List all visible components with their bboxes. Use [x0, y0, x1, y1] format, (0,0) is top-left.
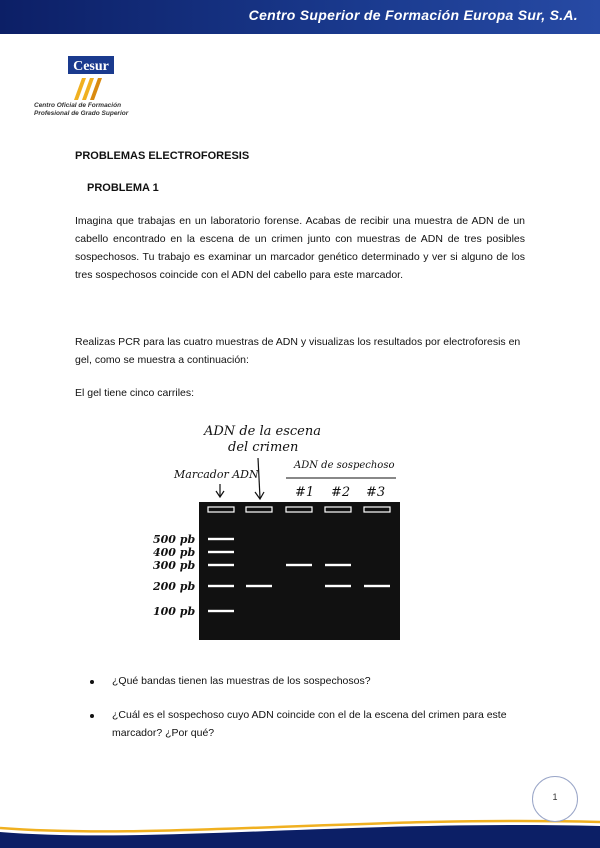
gel-band-marcador-200	[208, 585, 234, 587]
gel-band-sospechoso-1-300	[286, 564, 312, 566]
size-label-300: 300 pb	[153, 559, 196, 572]
bullet-icon	[90, 680, 94, 684]
size-label-400: 400 pb	[153, 546, 196, 559]
gel-band-marcador-400	[208, 551, 234, 553]
paragraph-lanes: El gel tiene cinco carriles:	[75, 387, 195, 399]
size-label-500: 500 pb	[153, 533, 196, 546]
document-title: PROBLEMAS ELECTROFORESIS	[75, 150, 250, 162]
gel-drawing	[140, 418, 420, 648]
paragraph-intro: Imagina que trabajas en un laboratorio forense. Acabas de recibir una muestra de ADN de un cabello encontrado en la escena de un crimen junto con muestras de ADN de tres posibles sospechosos. Tu trabajo es examinar un marcador genético determinado y ver si alguno de los tres sospechosos coincide con el ADN del cabello para este marcador.	[75, 215, 525, 281]
gel-figure	[140, 418, 420, 648]
label-crime-scene-2: del crimen	[228, 440, 299, 455]
logo-wordmark: Cesur	[73, 59, 109, 74]
logo-caption-line-1: Centro Oficial de Formación	[34, 102, 122, 109]
list-item	[88, 706, 528, 742]
arrow-down-icon	[255, 458, 264, 499]
problem-title: PROBLEMA 1	[87, 182, 159, 194]
page-number: 1	[552, 792, 558, 802]
footer-wave	[0, 814, 600, 848]
list-item	[88, 672, 528, 690]
gel-band-marcador-300	[208, 564, 234, 566]
label-suspects: ADN de sospechoso	[294, 460, 395, 471]
gel-band-escena-200	[246, 585, 272, 587]
gel-band-sospechoso-2-300	[325, 564, 351, 566]
gel-body	[199, 502, 400, 640]
paragraph-pcr: Realizas PCR para las cuatro muestras de ADN y visualizas los resultados por electroforesis en gel, como se muestra a continuación:	[75, 336, 521, 366]
gel-band-marcador-500	[208, 538, 234, 540]
question-2: ¿Cuál es el sospechoso cuyo ADN coincide con el de la escena del crimen para este marcador? ¿Por qué?	[112, 709, 507, 739]
header-bar	[0, 0, 600, 34]
header-title: Centro Superior de Formación Europa Sur, S.A.	[248, 7, 578, 23]
cesur-logo-icon	[62, 56, 118, 102]
size-label-100: 100 pb	[153, 605, 196, 618]
gel-band-marcador-100	[208, 610, 234, 612]
logo-caption	[34, 102, 174, 118]
suspect-label-2: #2	[331, 485, 351, 500]
question-1: ¿Qué bandas tienen las muestras de los sospechosos?	[112, 675, 371, 687]
page-number-badge	[532, 776, 578, 822]
gel-band-sospechoso-3-200	[364, 585, 390, 587]
label-crime-scene-1: ADN de la escena	[204, 424, 321, 439]
bullet-icon	[90, 714, 94, 718]
size-label-200: 200 pb	[153, 580, 196, 593]
gel-band-sospechoso-2-200	[325, 585, 351, 587]
suspect-label-1: #1	[295, 485, 315, 500]
logo	[12, 34, 172, 118]
label-marker: Marcador ADN	[174, 468, 259, 481]
arrow-down-icon	[216, 484, 224, 497]
questions-list	[88, 672, 528, 758]
suspect-label-3: #3	[366, 485, 386, 500]
logo-caption-line-2: Profesional de Grado Superior	[34, 110, 129, 117]
size-labels	[152, 533, 195, 618]
